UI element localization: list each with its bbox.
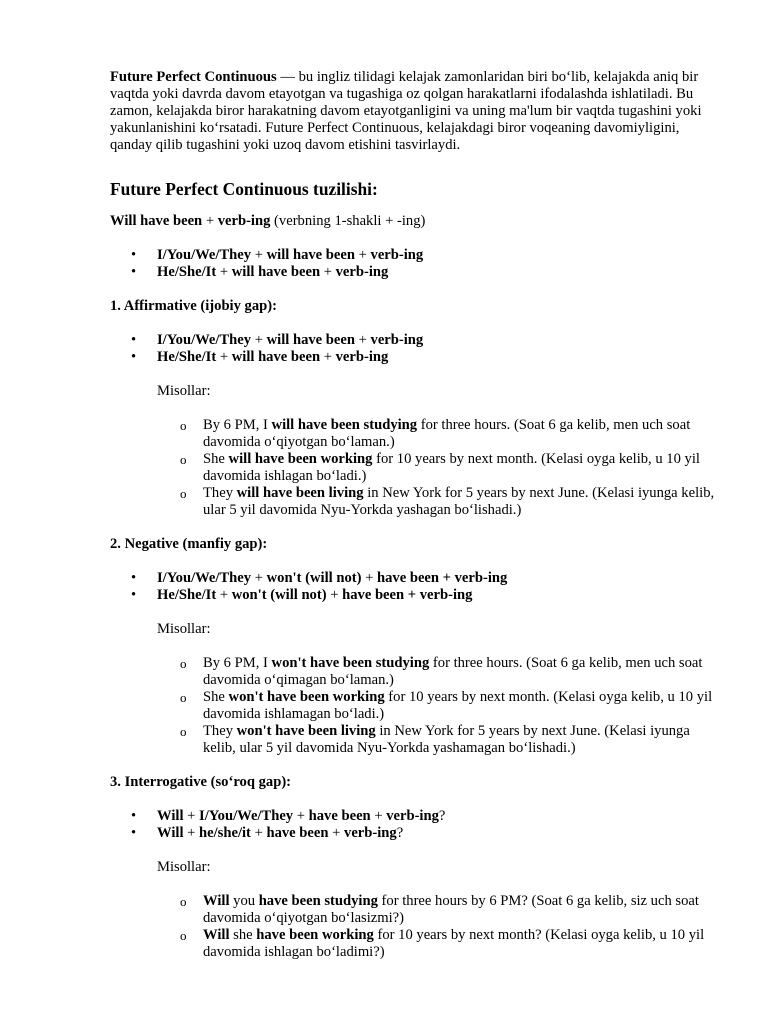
verb: verb-ing (370, 332, 424, 348)
example-pre: She (203, 689, 229, 705)
example-bold: will have been working (228, 451, 373, 467)
plus: + (326, 587, 343, 603)
formula-note: (verbning 1-shakli + -ing) (270, 213, 426, 229)
plus: + (293, 808, 309, 824)
subject: I/You/We/They (157, 247, 252, 263)
example-mid: you (229, 893, 259, 909)
list-item (110, 247, 718, 264)
verb: have been + verb-ing (377, 570, 508, 586)
example-will: Will (203, 893, 230, 909)
plus: + (361, 570, 377, 586)
negative-title: 2. Negative (manfiy gap): (110, 536, 268, 552)
list-item (110, 689, 718, 723)
structure-bullet-list (110, 247, 718, 281)
example-bold: have been studying (258, 893, 378, 909)
negative-examples-list (110, 655, 718, 757)
formula-verb: verb-ing (217, 213, 271, 229)
verb: verb-ing (335, 264, 389, 280)
affirmative-title: 1. Affirmative (ijobiy gap): (110, 298, 277, 314)
example-bold: have been working (256, 927, 374, 943)
list-item (110, 451, 718, 485)
affirmative-examples-label: Misollar: (157, 383, 211, 399)
example-pre: She (203, 451, 229, 467)
list-item (110, 349, 718, 366)
list-item (110, 332, 718, 349)
example-bold: will have been living (236, 485, 364, 501)
list-item (110, 655, 718, 689)
interrogative-bullet-list (110, 808, 718, 842)
example-bold: won't have been working (228, 689, 385, 705)
verb: have been + verb-ing (342, 587, 473, 603)
plus: + (250, 825, 267, 841)
plus: + (183, 808, 200, 824)
aux: won't (will not) (266, 570, 362, 586)
subject: He/She/It (157, 587, 217, 603)
aux: won't (will not) (231, 587, 327, 603)
list-item (110, 264, 718, 281)
intro-text: — bu ingliz tilidagi kelajak zamonlaridan biri bo‘lib, kelajakda aniq bir vaqtda yoki davrda davom etayotgan va tugashiga oz qolgan harakatlarni ifodalashda ishlatiladi. Bu zamon, kelajakda biror harakatning davom etayotganligini va uning ma'lum bir vaqtda tugashini yoki yakunlanishini ko‘rsatadi. Future Perfect Continuous, kelajakdagi biror voqeaning davomiyligini, qanday qilib tugashini yoki uzoq davom etishini tasvirlaydi. (110, 69, 702, 153)
subject: I/You/We/They (157, 332, 252, 348)
verb: verb-ing (344, 825, 397, 841)
list-item (110, 825, 718, 842)
example-bold: won't have been living (236, 723, 376, 739)
question-mark: ? (396, 825, 404, 841)
aux: will have been (231, 349, 321, 365)
verb: verb-ing (370, 247, 424, 263)
aux: have been (308, 808, 371, 824)
structure-heading: Future Perfect Continuous tuzilishi: (110, 179, 378, 199)
plus: + (183, 825, 200, 841)
intro-term: Future Perfect Continuous (110, 69, 277, 85)
example-post: for three hours by 6 PM? (Soat 6 ga kelib, siz uch soat davomida o‘qiyotgan bo‘lasizmi?) (203, 893, 699, 926)
example-pre: By 6 PM, I (203, 417, 272, 433)
plus: + (320, 349, 336, 365)
example-will: Will (203, 927, 230, 943)
subject: I/You/We/They (199, 808, 294, 824)
verb: verb-ing (386, 808, 439, 824)
will: Will (157, 808, 184, 824)
subject: He/She/It (157, 264, 217, 280)
plus: + (251, 570, 267, 586)
aux: will have been (266, 332, 355, 348)
structure-formula (110, 213, 718, 230)
aux: will have been (266, 247, 355, 263)
example-pre: They (203, 723, 237, 739)
list-item (110, 587, 718, 604)
example-mid: she (229, 927, 257, 943)
subject: I/You/We/They (157, 570, 252, 586)
example-pre: They (203, 485, 237, 501)
example-bold: will have been studying (271, 417, 418, 433)
example-post: for three hours. (Soat 6 ga kelib, men uch soat davomida o‘qiyotgan bo‘laman.) (203, 417, 691, 450)
example-post: for 10 years by next month? (Kelasi oyga kelib, u 10 yil davomida ishlagan bo‘ladimi?) (203, 927, 705, 960)
list-item (110, 570, 718, 587)
plus: + (216, 349, 232, 365)
question-mark: ? (438, 808, 446, 824)
plus: + (320, 264, 336, 280)
list-item (110, 927, 718, 961)
example-post: for three hours. (Soat 6 ga kelib, men uch soat davomida o‘qimagan bo‘laman.) (203, 655, 703, 688)
example-bold: won't have been studying (271, 655, 430, 671)
affirmative-examples-list (110, 417, 718, 519)
formula-aux: Will have been (110, 213, 203, 229)
aux: have been (266, 825, 329, 841)
plus: + (354, 247, 371, 263)
list-item (110, 723, 718, 757)
intro-paragraph (110, 69, 718, 154)
aux: will have been (231, 264, 321, 280)
list-item (110, 485, 718, 519)
interrogative-examples-list (110, 893, 718, 961)
example-post: for 10 years by next month. (Kelasi oyga kelib, u 10 yil davomida ishlamagan bo‘ladi.) (203, 689, 713, 722)
interrogative-title: 3. Interrogative (so‘roq gap): (110, 774, 292, 790)
negative-bullet-list (110, 570, 718, 604)
negative-examples-label: Misollar: (157, 621, 211, 637)
interrogative-examples-label: Misollar: (157, 859, 211, 875)
example-pre: By 6 PM, I (203, 655, 272, 671)
plus: + (251, 247, 267, 263)
formula-plus: + (202, 213, 218, 229)
subject: He/She/It (157, 349, 217, 365)
plus: + (328, 825, 345, 841)
verb: verb-ing (335, 349, 389, 365)
plus: + (370, 808, 387, 824)
example-post: in New York for 5 years by next June. (Kelasi iyunga kelib, ular 5 yil davomida Nyu-Yorkda yashagan bo‘lishadi.) (203, 485, 715, 518)
subject: he/she/it (199, 825, 251, 841)
example-post: in New York for 5 years by next June. (Kelasi iyunga kelib, ular 5 yil davomida Nyu-Yorkda yashamagan bo‘lishadi.) (203, 723, 690, 756)
list-item (110, 808, 718, 825)
will: Will (157, 825, 184, 841)
affirmative-bullet-list (110, 332, 718, 366)
plus: + (216, 264, 232, 280)
plus: + (216, 587, 232, 603)
plus: + (354, 332, 371, 348)
list-item (110, 417, 718, 451)
list-item (110, 893, 718, 927)
plus: + (251, 332, 267, 348)
example-post: for 10 years by next month. (Kelasi oyga kelib, u 10 yil davomida ishlagan bo‘ladi.) (203, 451, 700, 484)
